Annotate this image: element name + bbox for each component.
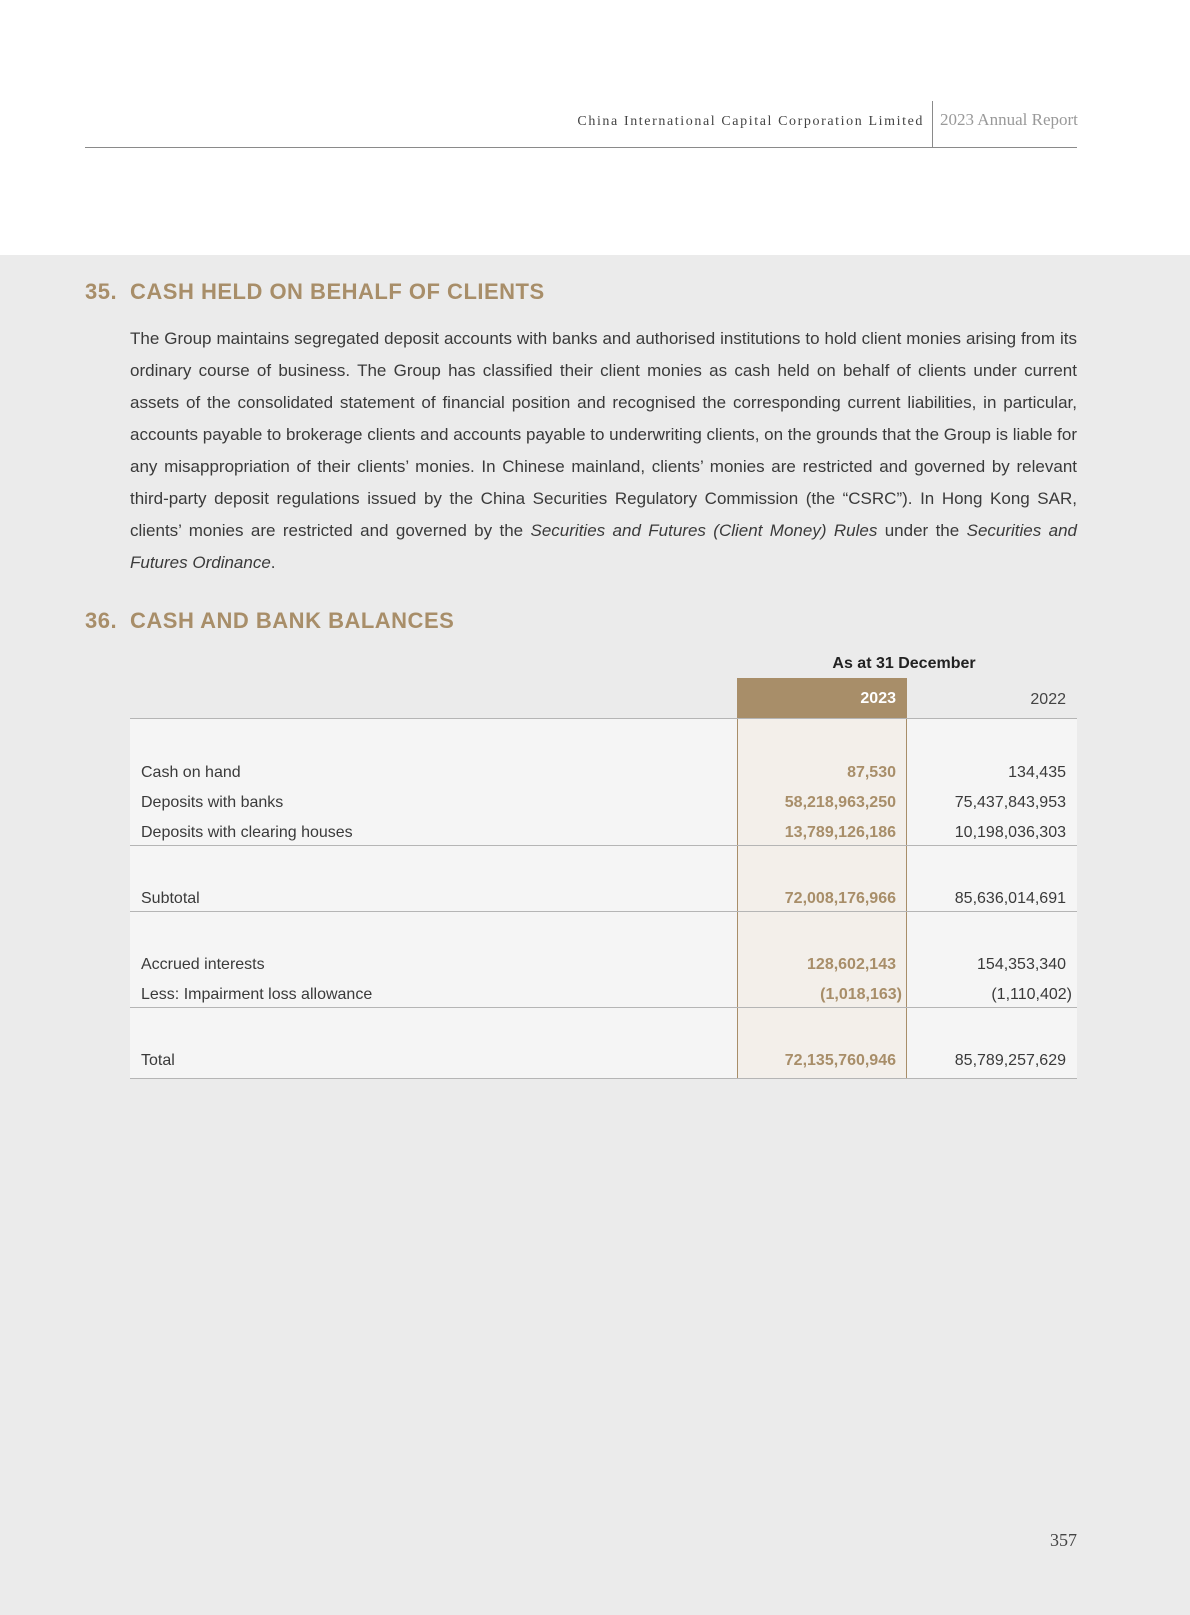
row-value-2023: 72,008,176,966 — [784, 890, 896, 907]
row-label: Deposits with banks — [141, 794, 284, 811]
section-35-number: 35. — [85, 279, 118, 304]
table-group-header: As at 31 December — [832, 655, 976, 672]
para-italic-1: Securities and Futures (Client Money) Rules — [530, 521, 878, 540]
row-value-2022: 75,437,843,953 — [954, 794, 1066, 811]
section-35-paragraph — [130, 323, 1077, 579]
section-36-heading — [85, 608, 454, 634]
row-value-2023: 58,218,963,250 — [784, 794, 896, 811]
row-value-2022: 134,435 — [1008, 764, 1066, 781]
row-label: Cash on hand — [141, 764, 241, 781]
para-italic-2: Securities and Futures Ordinance — [130, 521, 1077, 572]
subtotal-bottom-rule — [130, 911, 1077, 912]
section-35-heading — [85, 279, 545, 305]
row-label: Less: Impairment loss allowance — [141, 986, 373, 1003]
row-label: Subtotal — [141, 890, 200, 907]
report-title: 2023 Annual Report — [940, 110, 1078, 129]
header-rule — [85, 147, 1077, 148]
section-36-number: 36. — [85, 608, 118, 633]
row-label: Total — [141, 1052, 175, 1069]
para-text-1: The Group maintains segregated deposit accounts with banks and authorised institutions to hold client monies arising from its ordinary course of business. The Group has classified their client monies as cash held on behalf of clients under current assets of the consolidated statement of financial position and recognised the corresponding current liabilities, in particular, accounts payable to brokerage clients and accounts payable to underwriting clients, on the grounds that the Group is liable for any misappropriation of their clients’ monies. In Chinese mainland, clients’ monies are restricted and governed by relevant third-party deposit regulations issued by the China Securities Regulatory Commission (the “CSRC”). In Hong Kong SAR, clients’ monies are restricted and governed by the — [130, 329, 1077, 540]
table-row — [130, 764, 1077, 788]
row-value-2023: 13,789,126,186 — [784, 824, 896, 841]
para-text-2: under the — [877, 521, 967, 540]
row-label: Deposits with clearing houses — [141, 824, 353, 841]
subtotal-rule — [130, 845, 1077, 846]
column-2022-label: 2022 — [1030, 691, 1066, 708]
total-rule — [130, 1007, 1077, 1008]
section-36-title: CASH AND BANK BALANCES — [130, 608, 455, 633]
row-value-2022: 154,353,340 — [977, 956, 1066, 973]
page-number: 357 — [1050, 1530, 1077, 1550]
row-label: Accrued interests — [141, 956, 265, 973]
header-divider — [932, 101, 933, 147]
table-row-total — [130, 1052, 1077, 1076]
section-35-title: CASH HELD ON BEHALF OF CLIENTS — [130, 279, 545, 304]
row-value-2022: 85,789,257,629 — [954, 1052, 1066, 1069]
row-value-2023: 87,530 — [847, 764, 896, 781]
column-2023-highlight — [737, 678, 907, 1078]
company-name: China International Capital Corporation Limited — [577, 114, 924, 129]
row-value-2022: 10,198,036,303 — [954, 824, 1066, 841]
row-value-2023: 128,602,143 — [807, 956, 896, 973]
row-value-2022: (1,110,402) — [991, 986, 1072, 1003]
row-value-2022: 85,636,014,691 — [954, 890, 1066, 907]
table-header-rule — [130, 718, 1077, 719]
para-text-3: . — [270, 553, 276, 572]
table-bottom-rule — [130, 1078, 1077, 1079]
column-2023-label: 2023 — [860, 690, 896, 707]
table-row — [130, 956, 1077, 980]
row-value-2023: (1,018,163) — [820, 986, 902, 1003]
table-row — [130, 794, 1077, 818]
row-value-2023: 72,135,760,946 — [784, 1052, 896, 1069]
